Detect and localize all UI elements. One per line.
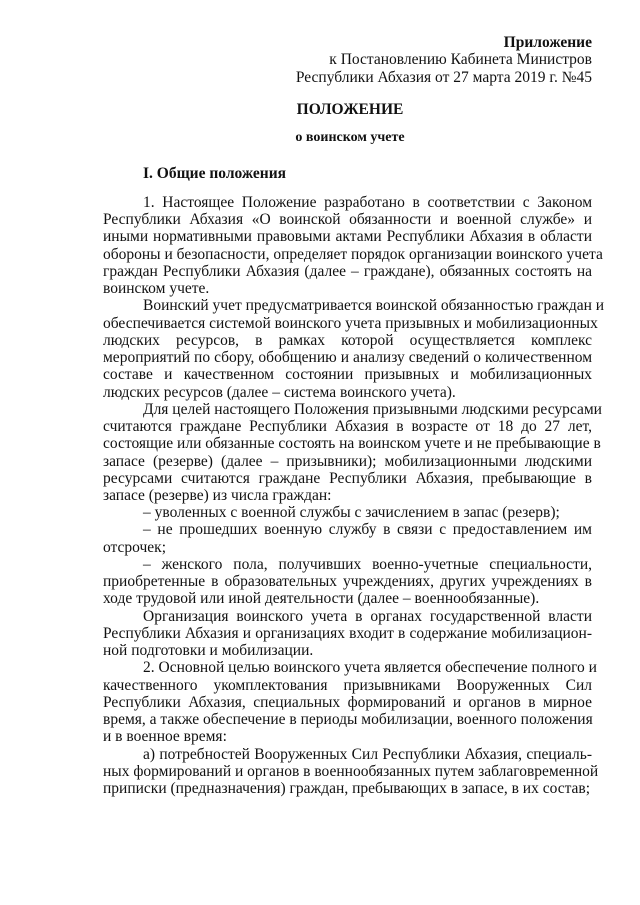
document-title: ПОЛОЖЕНИЕ	[296, 101, 404, 118]
text-line: обороны и безопасности, определяет порядок организации воинского учета	[103, 245, 603, 263]
paragraph	[103, 194, 603, 298]
text-line: время, а также обеспечение в периоды мобилизации, военного положения	[103, 711, 593, 729]
text-line: составе и качественном состоянии призывных и мобилизационных	[103, 366, 592, 384]
text-line: мероприятий по сбору, обобщению и анализу сведений о количественном	[103, 349, 592, 367]
text-line: 1. Настоящее Положение разработано в соответствии с Законом	[143, 194, 592, 211]
text-line: обеспечивается системой воинского учета призывных и мобилизационных	[103, 314, 598, 332]
text-line: приобретенные в образовательных учреждениях, других учреждениях в	[103, 573, 592, 591]
appendix-reference-line-1: к Постановлению Кабинета Министров	[329, 51, 592, 69]
text-line: граждан Республики Абхазия (далее – граждане), обязанных состоять на	[103, 262, 592, 280]
text-line: Республики Абхазия «О воинской обязанности и военной службе» и	[103, 211, 592, 229]
appendix-label: Приложение	[503, 34, 592, 51]
text-line: Организация воинского учета в органах государственной власти	[143, 607, 592, 625]
paragraph	[103, 608, 592, 660]
text-line: отсрочек;	[103, 538, 166, 556]
text-line: – не прошедших военную службу в связи с предоставлением им	[143, 521, 592, 539]
text-line: качественного укомплектования призывниками Вооруженных Сил	[103, 676, 592, 694]
text-line: и в военное время:	[103, 728, 227, 746]
text-line: запасе (резерве) (далее – призывники); мобилизационными людскими	[103, 452, 592, 470]
document-subtitle: о воинском учете	[295, 130, 405, 145]
text-line: ходе трудовой или иной деятельности (далее – военнообязанные).	[103, 590, 540, 608]
text-line: ной подготовки и мобилизации.	[103, 642, 314, 660]
text-line: а) потребностей Вооруженных Сил Республики Абхазия, специаль-	[143, 745, 592, 763]
text-line: приписки (предназначения) граждан, пребывающих в запасе, в их состав;	[103, 779, 591, 797]
paragraph	[103, 659, 597, 746]
paragraph	[103, 504, 592, 521]
text-line: воинском учете.	[103, 280, 210, 298]
paragraph	[103, 400, 602, 504]
text-line: 2. Основной целью воинского учета является обеспечение полного и	[143, 659, 597, 677]
text-line: Для целей настоящего Положения призывными людскими ресурсами	[143, 400, 602, 418]
paragraph	[103, 745, 599, 798]
text-line: состоящие или обязанные состоять на воинском учете и не пребывающие в	[103, 435, 601, 453]
text-line: Воинский учет предусматривается воинской обязанностью граждан и	[143, 297, 605, 315]
text-line: – уволенных с военной службы с зачислением в запас (резерв);	[143, 504, 560, 522]
text-line: Республики Абхазия, специальных формирований и органов в мирное	[103, 693, 592, 711]
text-line: ных формирований и органов в военнообязанных путем заблаговременной	[103, 762, 599, 780]
text-line: запасе (резерве) из числа граждан:	[103, 486, 332, 504]
document-header	[296, 34, 592, 86]
appendix-reference-line-2: Республики Абхазия от 27 марта 2019 г. №45	[295, 68, 592, 86]
text-line: – женского пола, получивших военно-учетные специальности,	[143, 555, 592, 573]
paragraph	[103, 297, 605, 401]
section-heading: I. Общие положения	[143, 165, 287, 182]
document-body	[103, 194, 605, 797]
text-line: считаются граждане Республики Абхазия в возрасте от 18 до 27 лет,	[103, 418, 592, 436]
text-line: Республики Абхазия и организациях входит в содержание мобилизацион-	[103, 624, 592, 642]
paragraph	[103, 556, 592, 608]
text-line: людских ресурсов, в рамках которой осуществляется комплекс	[103, 331, 592, 349]
paragraph	[103, 521, 592, 555]
text-line: людских ресурсов (далее – система воинского учета).	[103, 383, 456, 401]
text-line: ресурсами считаются граждане Республики Абхазия, пребывающие в	[103, 469, 592, 487]
text-line: иными нормативными правовыми актами Республики Абхазия в области	[103, 228, 592, 246]
